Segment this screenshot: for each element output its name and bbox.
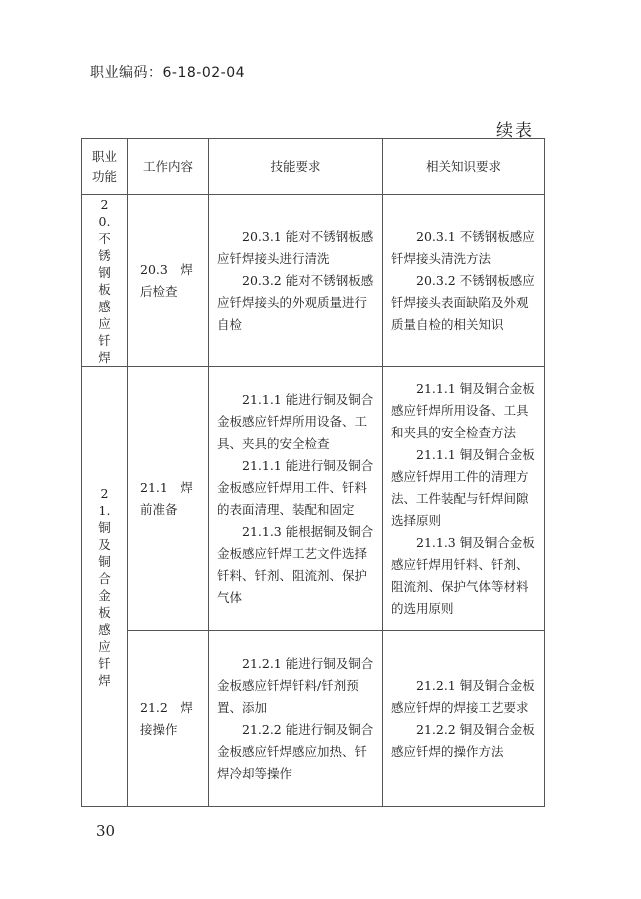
skill-item: 21.1.1 能进行铜及铜合金板感应钎焊所用设备、工具、夹具的安全检查 bbox=[217, 391, 374, 451]
skill-item: 21.2.2 能进行铜及铜合金板感应钎焊感应加热、钎焊冷却等操作 bbox=[217, 721, 374, 781]
skills-table bbox=[81, 138, 545, 807]
header-skills: 技能要求 bbox=[209, 139, 383, 195]
task-cell: 21.1 焊前准备 bbox=[128, 367, 209, 631]
occupation-code: 职业编码：6-18-02-04 bbox=[90, 65, 246, 81]
skill-item: 20.3.1 能对不锈钢板感应钎焊接头进行清洗 bbox=[217, 228, 374, 266]
knowledge-item: 21.1.1 铜及铜合金板感应钎焊用工件的清理方法、工件装配与钎焊间隙选择原则 bbox=[391, 446, 535, 528]
task-cell: 20.3 焊后检查 bbox=[128, 195, 209, 367]
table-row bbox=[82, 195, 545, 367]
skills-cell bbox=[209, 195, 383, 367]
continued-label: 续表 bbox=[496, 121, 534, 141]
function-cell: 20. 不锈钢板感应钎焊 bbox=[82, 195, 128, 367]
knowledge-item: 21.1.3 铜及铜合金板感应钎焊用钎料、钎剂、阻流剂、保护气体等材料的选用原则 bbox=[391, 534, 535, 616]
task-cell: 21.2 焊接操作 bbox=[128, 631, 209, 807]
header-function: 职业功能 bbox=[82, 139, 128, 195]
skill-item: 20.3.2 能对不锈钢板感应钎焊接头的外观质量进行自检 bbox=[217, 272, 374, 332]
skill-item: 21.1.1 能进行铜及铜合金板感应钎焊用工件、钎料的表面清理、装配和固定 bbox=[217, 457, 374, 517]
knowledge-item: 21.1.1 铜及铜合金板感应钎焊所用设备、工具和夹具的安全检查方法 bbox=[391, 380, 535, 440]
header-knowledge: 相关知识要求 bbox=[383, 139, 545, 195]
knowledge-item: 20.3.2 不锈钢板感应钎焊接头表面缺陷及外观质量自检的相关知识 bbox=[391, 272, 535, 332]
function-cell: 21. 铜及铜合金板感应钎焊 bbox=[82, 367, 128, 807]
knowledge-cell bbox=[383, 367, 545, 631]
knowledge-item: 21.2.1 铜及铜合金板感应钎焊的焊接工艺要求 bbox=[391, 677, 535, 715]
skill-item: 21.2.1 能进行铜及铜合金板感应钎焊钎料/钎剂预置、添加 bbox=[217, 655, 374, 715]
knowledge-cell bbox=[383, 631, 545, 807]
table-row bbox=[82, 631, 545, 807]
skill-item: 21.1.3 能根据铜及铜合金板感应钎焊工艺文件选择钎料、钎剂、阻流剂、保护气体 bbox=[217, 523, 374, 605]
skills-cell bbox=[209, 631, 383, 807]
knowledge-cell bbox=[383, 195, 545, 367]
table-row bbox=[82, 367, 545, 631]
knowledge-item: 21.2.2 铜及铜合金板感应钎焊的操作方法 bbox=[391, 721, 535, 759]
page-number: 30 bbox=[96, 822, 116, 840]
header-task: 工作内容 bbox=[128, 139, 209, 195]
skills-cell bbox=[209, 367, 383, 631]
table-header-row bbox=[82, 139, 545, 195]
knowledge-item: 20.3.1 不锈钢板感应钎焊接头清洗方法 bbox=[391, 228, 535, 266]
